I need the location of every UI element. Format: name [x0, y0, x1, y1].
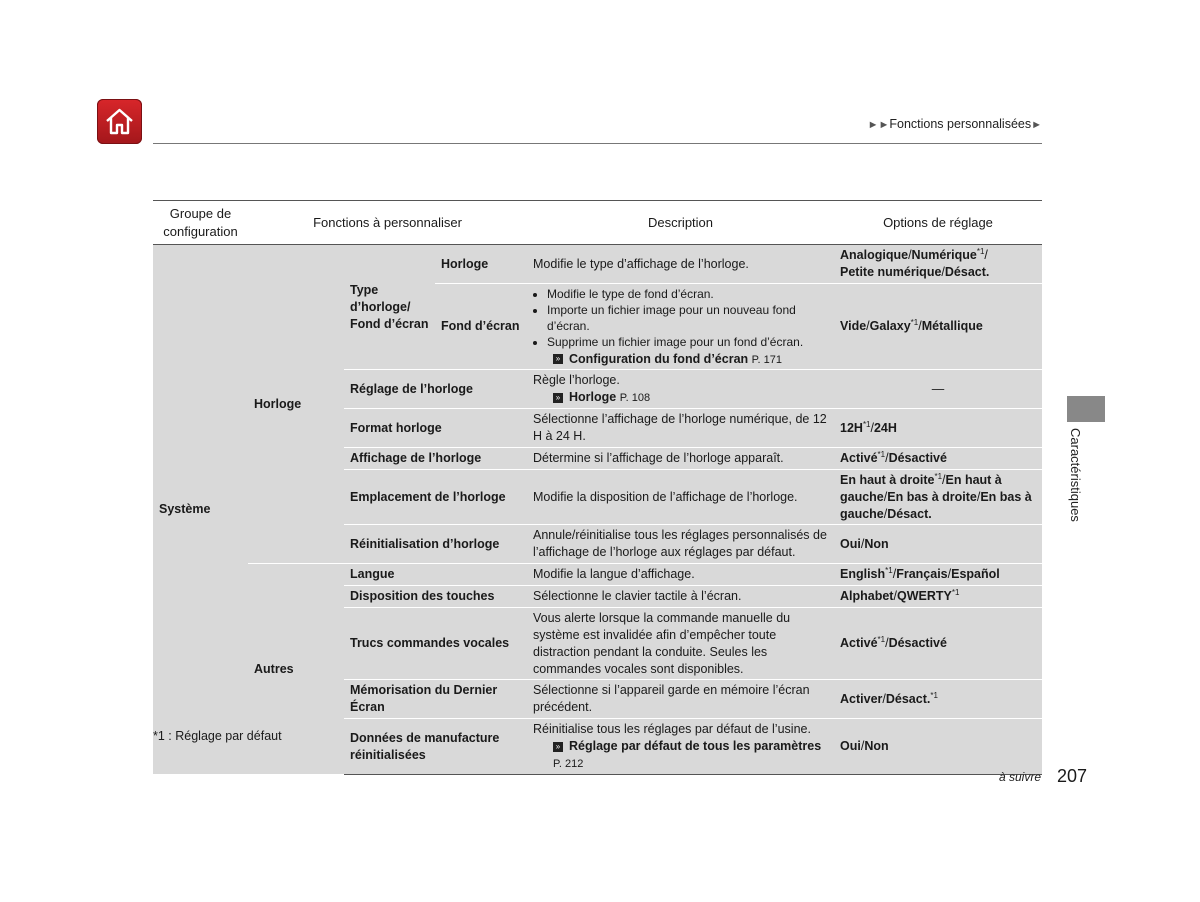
options: En haut à droite$^{*1}$/En haut à gauche/En bas à droite/En bas à gauche/Désact.	[834, 469, 1042, 525]
feature-label: Emplacement de l’horloge	[344, 469, 527, 525]
side-tab-marker[interactable]	[1067, 396, 1105, 422]
reference-link[interactable]: Horloge	[569, 390, 617, 405]
description: Règle l’horloge. » Horloge P. 108	[527, 370, 834, 409]
group-systeme: Système	[153, 245, 248, 775]
description: Annule/réinitialise tous les réglages personnalisés de l’affichage de l’horloge aux réglages par défaut.	[527, 525, 834, 564]
description: Vous alerte lorsque la commande manuelle du système est invalidée afin d’empêcher toute distraction pendant la conduite. Seules les commandes vocales sont disponibles.	[527, 607, 834, 680]
options: Activé$^{*1}$/Désactivé	[834, 607, 1042, 680]
feature-label: Réinitialisation d’horloge	[344, 525, 527, 564]
options: Oui/Non	[834, 719, 1042, 775]
reference-arrow-icon: »	[553, 742, 563, 752]
description: Sélectionne si l’appareil garde en mémoire l’écran précédent.	[527, 680, 834, 719]
header-features: Fonctions à personnaliser	[248, 201, 527, 245]
options: English$^{*1}$/Français/Español	[834, 564, 1042, 586]
options: —	[834, 370, 1042, 409]
feature-label: Horloge	[435, 245, 527, 284]
page-number: 207	[1057, 766, 1088, 786]
settings-table	[153, 200, 1042, 775]
header-options: Options de réglage	[834, 201, 1042, 245]
feature-label: Format horloge	[344, 409, 527, 448]
options: Analogique/Numérique$^{*1}$/ Petite numérique/Désact.	[834, 245, 1042, 284]
feature-label: Données de manufacture réinitialisées	[344, 719, 527, 775]
reference-link[interactable]: Réglage par défaut de tous les paramètres	[569, 739, 822, 754]
reference-arrow-icon: »	[553, 354, 563, 364]
breadcrumb[interactable]: ►►Fonctions personnalisées►	[867, 117, 1042, 131]
header-group: Groupe de configuration	[153, 201, 248, 245]
type-horloge-label: Type d’horloge/ Fond d’écran	[344, 245, 435, 370]
feature-label: Mémorisation du Dernier Écran	[344, 680, 527, 719]
feature-label: Langue	[344, 564, 527, 586]
subgroup-horloge: Horloge	[248, 245, 344, 564]
feature-label: Trucs commandes vocales	[344, 607, 527, 680]
description: Modifie la disposition de l’affichage de l’horloge.	[527, 469, 834, 525]
side-tab-label: Caractéristiques	[1068, 428, 1083, 522]
description: Réinitialise tous les réglages par défaut de l’usine. » Réglage par défaut de tous les paramètres P. 212	[527, 719, 834, 775]
description: Sélectionne l’affichage de l’horloge numérique, de 12 H à 24 H.	[527, 409, 834, 448]
triangle-icon: ►	[1031, 119, 1042, 131]
options: Activé$^{*1}$/Désactivé	[834, 447, 1042, 469]
feature-label: Disposition des touches	[344, 586, 527, 608]
options: Oui/Non	[834, 525, 1042, 564]
feature-label: Fond d’écran	[435, 283, 527, 370]
options: $12H^{*1}/24H$	[834, 409, 1042, 448]
options: Alphabet/QWERTY$^{*1}$	[834, 586, 1042, 608]
table-row	[153, 245, 1042, 284]
feature-label: Réglage de l’horloge	[344, 370, 527, 409]
footnote: *1 : Réglage par défaut	[153, 729, 282, 743]
description: Modifie le type d’affichage de l’horloge.	[527, 245, 834, 284]
description: Détermine si l’affichage de l’horloge apparaît.	[527, 447, 834, 469]
header-description: Description	[527, 201, 834, 245]
continue-label: à suivre	[999, 770, 1042, 784]
description: Sélectionne le clavier tactile à l’écran.	[527, 586, 834, 608]
table-row	[153, 564, 1042, 586]
reference-link[interactable]: Configuration du fond d’écran	[569, 351, 749, 366]
header-divider	[153, 143, 1042, 144]
description: Modifie la langue d’affichage.	[527, 564, 834, 586]
options: Activer/Désact.$^{*1}$	[834, 680, 1042, 719]
reference-arrow-icon: »	[553, 393, 563, 403]
description: • Modifie le type de fond d’écran. • Importe un fichier image pour un nouveau fond d’écran. • Supprime un fichier image pour un fond d’écran. » Configuration du fond d’écran P. 171	[527, 283, 834, 370]
feature-label: Affichage de l’horloge	[344, 447, 527, 469]
options: Vide/Galaxy$^{*1}$/Métallique	[834, 283, 1042, 370]
subgroup-autres: Autres	[248, 564, 344, 775]
home-icon[interactable]	[97, 99, 142, 144]
double-triangle-icon: ►►	[867, 119, 890, 131]
